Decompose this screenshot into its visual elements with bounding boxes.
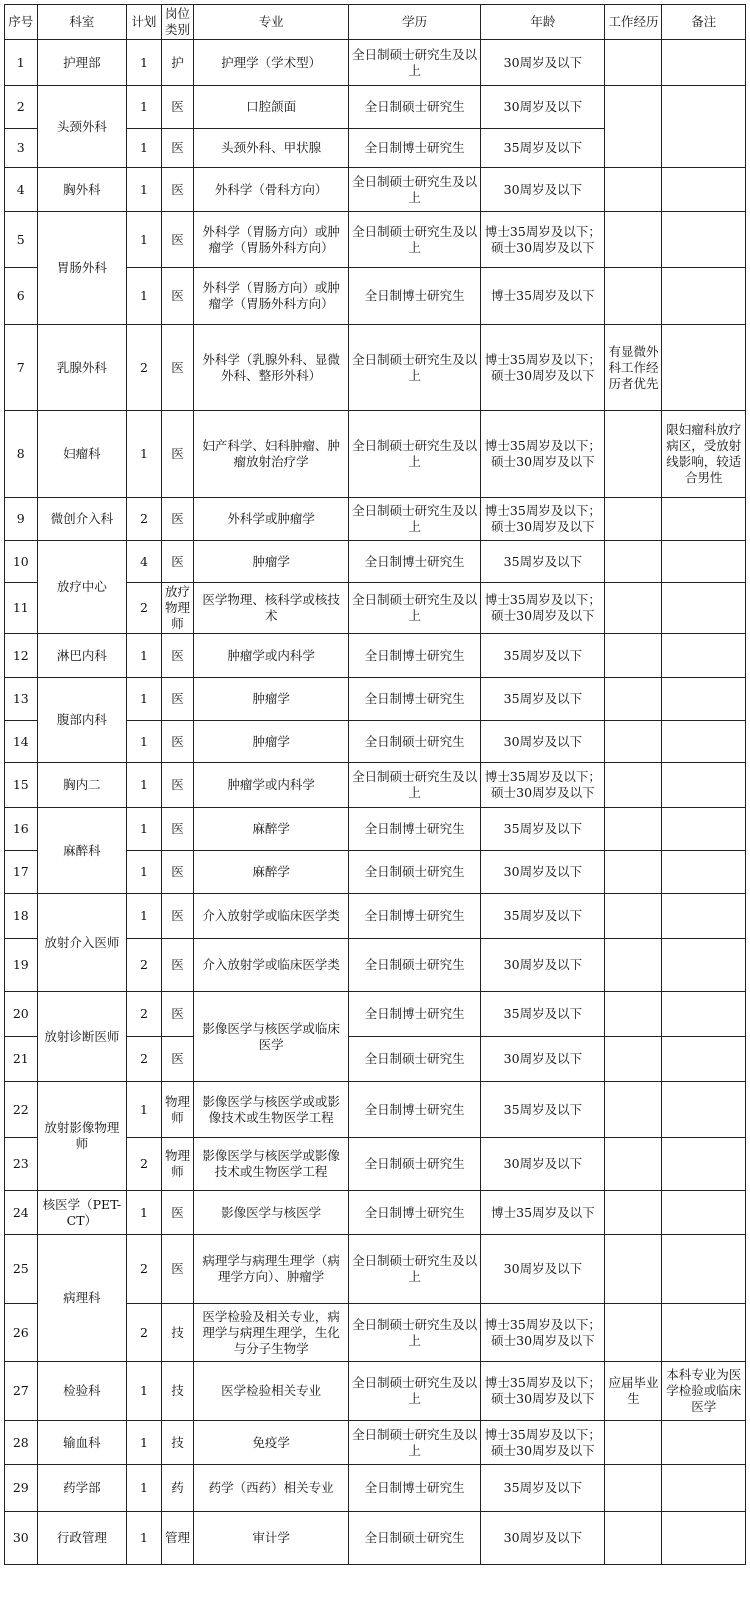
cell-plan: 1 [127,40,162,86]
cell-plan: 1 [127,212,162,268]
table-row [5,634,746,678]
cell-age: 博士35周岁及以下；硕士30周岁及以下 [481,1304,605,1362]
table-row [5,168,746,212]
cell-age: 35周岁及以下 [481,1465,605,1512]
cell-plan: 1 [127,411,162,498]
table-row [5,1465,746,1512]
cell-education: 全日制博士研究生 [348,678,480,721]
cell-category: 医 [161,808,194,851]
cell-no: 24 [5,1191,38,1235]
cell-major: 肿瘤学或内科学 [194,763,349,808]
cell-category: 医 [161,1235,194,1304]
cell-age: 30周岁及以下 [481,939,605,992]
cell-major: 免疫学 [194,1421,349,1465]
cell-category: 物理师 [161,1138,194,1191]
cell-no: 12 [5,634,38,678]
header-experience: 工作经历 [605,5,662,40]
cell-dept: 头颈外科 [37,86,127,168]
cell-major: 肿瘤学或内科学 [194,634,349,678]
cell-plan: 1 [127,268,162,325]
cell-experience [605,268,662,325]
table-row [5,541,746,583]
header-note: 备注 [662,5,746,40]
cell-category: 医 [161,168,194,212]
cell-dept: 妇瘤科 [37,411,127,498]
cell-note [662,268,746,325]
header-plan: 计划 [127,5,162,40]
table-row [5,992,746,1037]
cell-note [662,1465,746,1512]
cell-education: 全日制博士研究生 [348,541,480,583]
cell-major: 外科学或肿瘤学 [194,498,349,541]
cell-no: 10 [5,541,38,583]
cell-experience [605,678,662,721]
cell-no: 13 [5,678,38,721]
cell-education: 全日制硕士研究生 [348,1512,480,1565]
cell-no: 23 [5,1138,38,1191]
cell-category: 医 [161,678,194,721]
cell-education: 全日制博士研究生 [348,1191,480,1235]
cell-major: 医学检验相关专业 [194,1362,349,1421]
cell-plan: 2 [127,1037,162,1082]
cell-note [662,212,746,268]
cell-education: 全日制博士研究生 [348,1465,480,1512]
cell-plan: 1 [127,1362,162,1421]
cell-note [662,40,746,86]
cell-education: 全日制硕士研究生及以上 [348,1304,480,1362]
cell-dept: 检验科 [37,1362,127,1421]
cell-category: 医 [161,939,194,992]
cell-category: 护 [161,40,194,86]
cell-major: 肿瘤学 [194,541,349,583]
cell-age: 30周岁及以下 [481,1235,605,1304]
cell-plan: 2 [127,992,162,1037]
cell-no: 2 [5,86,38,129]
cell-note [662,583,746,634]
cell-major: 外科学（胃肠方向）或肿瘤学（胃肠外科方向） [194,268,349,325]
cell-category: 医 [161,1037,194,1082]
cell-category: 医 [161,894,194,939]
cell-dept: 乳腺外科 [37,325,127,411]
table-row [5,1082,746,1138]
cell-note [662,1421,746,1465]
cell-age: 30周岁及以下 [481,721,605,763]
cell-note [662,1037,746,1082]
cell-age: 博士35周岁及以下；硕士30周岁及以下 [481,411,605,498]
cell-major: 肿瘤学 [194,721,349,763]
cell-plan: 1 [127,808,162,851]
header-row [5,5,746,40]
table-row [5,1512,746,1565]
cell-plan: 1 [127,1082,162,1138]
cell-education: 全日制博士研究生 [348,894,480,939]
cell-experience [605,1138,662,1191]
cell-note [662,1138,746,1191]
cell-no: 29 [5,1465,38,1512]
table-row [5,40,746,86]
cell-plan: 1 [127,763,162,808]
cell-major: 药学（西药）相关专业 [194,1465,349,1512]
cell-dept: 核医学（PET-CT） [37,1191,127,1235]
cell-major: 麻醉学 [194,851,349,894]
cell-note [662,325,746,411]
cell-education: 全日制博士研究生 [348,129,480,168]
cell-major: 介入放射学或临床医学类 [194,939,349,992]
cell-experience [605,634,662,678]
cell-experience [605,168,662,212]
cell-note [662,1512,746,1565]
cell-plan: 1 [127,129,162,168]
cell-age: 35周岁及以下 [481,678,605,721]
cell-experience [605,851,662,894]
cell-age: 博士35周岁及以下 [481,1191,605,1235]
cell-note [662,678,746,721]
cell-age: 35周岁及以下 [481,808,605,851]
cell-note [662,1191,746,1235]
cell-experience [605,86,662,168]
cell-dept: 输血科 [37,1421,127,1465]
cell-no: 27 [5,1362,38,1421]
table-row [5,894,746,939]
header-dept: 科室 [37,5,127,40]
cell-no: 5 [5,212,38,268]
cell-dept: 护理部 [37,40,127,86]
cell-dept: 麻醉科 [37,808,127,894]
cell-note [662,721,746,763]
cell-experience [605,1037,662,1082]
table-row [5,212,746,268]
cell-age: 博士35周岁及以下；硕士30周岁及以下 [481,1362,605,1421]
cell-major: 介入放射学或临床医学类 [194,894,349,939]
recruitment-table [4,4,746,1565]
table-row [5,86,746,129]
cell-category: 医 [161,498,194,541]
cell-category: 医 [161,268,194,325]
cell-no: 20 [5,992,38,1037]
cell-education: 全日制博士研究生 [348,992,480,1037]
cell-note [662,894,746,939]
cell-category: 医 [161,851,194,894]
cell-dept: 病理科 [37,1235,127,1362]
cell-experience [605,1304,662,1362]
cell-category: 医 [161,86,194,129]
header-education: 学历 [348,5,480,40]
cell-education: 全日制硕士研究生 [348,86,480,129]
cell-experience [605,1421,662,1465]
cell-no: 11 [5,583,38,634]
cell-plan: 2 [127,583,162,634]
cell-experience [605,1512,662,1565]
cell-age: 30周岁及以下 [481,1138,605,1191]
cell-note [662,634,746,678]
header-category: 岗位类别 [161,5,194,40]
cell-category: 医 [161,992,194,1037]
cell-age: 博士35周岁及以下；硕士30周岁及以下 [481,583,605,634]
cell-plan: 2 [127,325,162,411]
cell-plan: 4 [127,541,162,583]
cell-age: 35周岁及以下 [481,1082,605,1138]
cell-category: 医 [161,763,194,808]
cell-age: 30周岁及以下 [481,86,605,129]
cell-category: 医 [161,411,194,498]
cell-major: 外科学（骨科方向） [194,168,349,212]
cell-age: 博士35周岁及以下；硕士30周岁及以下 [481,212,605,268]
cell-plan: 2 [127,498,162,541]
cell-category: 技 [161,1362,194,1421]
cell-plan: 1 [127,721,162,763]
cell-education: 全日制硕士研究生及以上 [348,498,480,541]
cell-major: 外科学（乳腺外科、显微外科、整形外科） [194,325,349,411]
table-row [5,411,746,498]
cell-dept: 胸内二 [37,763,127,808]
cell-experience [605,992,662,1037]
cell-note: 限妇瘤科放疗病区，受放射线影响，较适合男性 [662,411,746,498]
cell-major: 影像医学与核医学或影像技术或生物医学工程 [194,1138,349,1191]
cell-education: 全日制硕士研究生 [348,939,480,992]
cell-experience: 应届毕业生 [605,1362,662,1421]
cell-no: 14 [5,721,38,763]
cell-education: 全日制硕士研究生 [348,721,480,763]
cell-category: 医 [161,541,194,583]
cell-age: 博士35周岁及以下；硕士30周岁及以下 [481,498,605,541]
cell-no: 28 [5,1421,38,1465]
cell-plan: 2 [127,1235,162,1304]
cell-major: 影像医学与核医学或或影像技术或生物医学工程 [194,1082,349,1138]
table-row [5,1362,746,1421]
cell-age: 博士35周岁及以下；硕士30周岁及以下 [481,1421,605,1465]
cell-major: 医学检验及相关专业，病理学与病理生理学，生化与分子生物学 [194,1304,349,1362]
cell-note [662,939,746,992]
cell-category: 医 [161,634,194,678]
cell-note [662,541,746,583]
cell-experience [605,411,662,498]
cell-no: 21 [5,1037,38,1082]
cell-education: 全日制硕士研究生及以上 [348,763,480,808]
cell-age: 30周岁及以下 [481,1037,605,1082]
cell-no: 22 [5,1082,38,1138]
cell-education: 全日制硕士研究生及以上 [348,325,480,411]
cell-plan: 2 [127,1304,162,1362]
cell-experience [605,894,662,939]
cell-no: 26 [5,1304,38,1362]
cell-education: 全日制硕士研究生及以上 [348,1362,480,1421]
cell-plan: 2 [127,1138,162,1191]
cell-experience [605,541,662,583]
cell-plan: 1 [127,1512,162,1565]
cell-major: 头颈外科、甲状腺 [194,129,349,168]
cell-age: 35周岁及以下 [481,541,605,583]
cell-age: 博士35周岁及以下；硕士30周岁及以下 [481,325,605,411]
cell-category: 医 [161,212,194,268]
cell-age: 博士35周岁及以下；硕士30周岁及以下 [481,763,605,808]
cell-education: 全日制硕士研究生及以上 [348,212,480,268]
cell-age: 30周岁及以下 [481,40,605,86]
cell-major: 护理学（学术型） [194,40,349,86]
header-age: 年龄 [481,5,605,40]
cell-note [662,168,746,212]
cell-category: 技 [161,1304,194,1362]
cell-no: 4 [5,168,38,212]
cell-experience [605,40,662,86]
cell-major: 审计学 [194,1512,349,1565]
table-row [5,325,746,411]
table-row [5,1191,746,1235]
cell-dept: 行政管理 [37,1512,127,1565]
cell-age: 30周岁及以下 [481,851,605,894]
cell-major: 妇产科学、妇科肿瘤、肿瘤放射治疗学 [194,411,349,498]
cell-age: 35周岁及以下 [481,992,605,1037]
cell-plan: 1 [127,1465,162,1512]
cell-no: 8 [5,411,38,498]
cell-dept: 微创介入科 [37,498,127,541]
cell-dept: 放射影像物理师 [37,1082,127,1191]
cell-experience [605,763,662,808]
cell-note [662,763,746,808]
cell-education: 全日制硕士研究生及以上 [348,168,480,212]
cell-education: 全日制硕士研究生及以上 [348,583,480,634]
cell-major: 肿瘤学 [194,678,349,721]
cell-no: 18 [5,894,38,939]
cell-experience [605,1191,662,1235]
cell-education: 全日制博士研究生 [348,1082,480,1138]
cell-no: 25 [5,1235,38,1304]
cell-experience [605,212,662,268]
cell-plan: 1 [127,851,162,894]
cell-no: 30 [5,1512,38,1565]
cell-major: 外科学（胃肠方向）或肿瘤学（胃肠外科方向） [194,212,349,268]
cell-no: 3 [5,129,38,168]
cell-category: 医 [161,721,194,763]
cell-major: 麻醉学 [194,808,349,851]
cell-education: 全日制硕士研究生 [348,851,480,894]
cell-experience [605,939,662,992]
cell-no: 1 [5,40,38,86]
cell-experience [605,583,662,634]
cell-note [662,1304,746,1362]
cell-education: 全日制硕士研究生 [348,1037,480,1082]
cell-no: 7 [5,325,38,411]
cell-major: 医学物理、核科学或核技术 [194,583,349,634]
cell-category: 药 [161,1465,194,1512]
cell-plan: 1 [127,634,162,678]
cell-note [662,992,746,1037]
cell-major: 影像医学与核医学或临床医学 [194,992,349,1082]
table-row [5,498,746,541]
cell-age: 35周岁及以下 [481,129,605,168]
cell-note [662,498,746,541]
cell-no: 9 [5,498,38,541]
cell-education: 全日制硕士研究生及以上 [348,411,480,498]
table-row [5,808,746,851]
cell-dept: 药学部 [37,1465,127,1512]
cell-age: 35周岁及以下 [481,634,605,678]
cell-note [662,851,746,894]
cell-note [662,808,746,851]
cell-education: 全日制硕士研究生及以上 [348,1235,480,1304]
cell-education: 全日制博士研究生 [348,268,480,325]
cell-experience [605,1465,662,1512]
cell-no: 16 [5,808,38,851]
cell-no: 19 [5,939,38,992]
cell-education: 全日制硕士研究生及以上 [348,40,480,86]
cell-plan: 2 [127,939,162,992]
cell-major: 影像医学与核医学 [194,1191,349,1235]
cell-dept: 放疗中心 [37,541,127,634]
table-row [5,763,746,808]
cell-plan: 1 [127,894,162,939]
cell-category: 物理师 [161,1082,194,1138]
cell-dept: 放射介入医师 [37,894,127,992]
cell-note [662,1082,746,1138]
cell-dept: 胃肠外科 [37,212,127,325]
cell-plan: 1 [127,168,162,212]
header-no: 序号 [5,5,38,40]
cell-category: 医 [161,325,194,411]
cell-plan: 1 [127,1191,162,1235]
cell-education: 全日制博士研究生 [348,634,480,678]
cell-experience [605,721,662,763]
cell-experience [605,1235,662,1304]
cell-note [662,86,746,168]
cell-major: 口腔颌面 [194,86,349,129]
cell-education: 全日制硕士研究生 [348,1138,480,1191]
cell-dept: 淋巴内科 [37,634,127,678]
cell-category: 技 [161,1421,194,1465]
table-row [5,1235,746,1304]
cell-plan: 1 [127,1421,162,1465]
cell-experience [605,808,662,851]
cell-category: 管理 [161,1512,194,1565]
cell-category: 医 [161,1191,194,1235]
table-row [5,1421,746,1465]
cell-age: 30周岁及以下 [481,1512,605,1565]
cell-age: 30周岁及以下 [481,168,605,212]
table-row [5,678,746,721]
cell-category: 医 [161,129,194,168]
cell-age: 博士35周岁及以下 [481,268,605,325]
cell-no: 17 [5,851,38,894]
cell-dept: 胸外科 [37,168,127,212]
cell-education: 全日制博士研究生 [348,808,480,851]
cell-category: 放疗物理师 [161,583,194,634]
cell-experience [605,1082,662,1138]
cell-no: 6 [5,268,38,325]
cell-dept: 腹部内科 [37,678,127,763]
cell-experience: 有显微外科工作经历者优先 [605,325,662,411]
cell-no: 15 [5,763,38,808]
cell-age: 35周岁及以下 [481,894,605,939]
header-major: 专业 [194,5,349,40]
cell-plan: 1 [127,86,162,129]
cell-education: 全日制硕士研究生及以上 [348,1421,480,1465]
cell-note: 本科专业为医学检验或临床医学 [662,1362,746,1421]
cell-dept: 放射诊断医师 [37,992,127,1082]
cell-experience [605,498,662,541]
cell-plan: 1 [127,678,162,721]
page [4,4,746,1565]
cell-note [662,1235,746,1304]
cell-major: 病理学与病理生理学（病理学方向）、肿瘤学 [194,1235,349,1304]
